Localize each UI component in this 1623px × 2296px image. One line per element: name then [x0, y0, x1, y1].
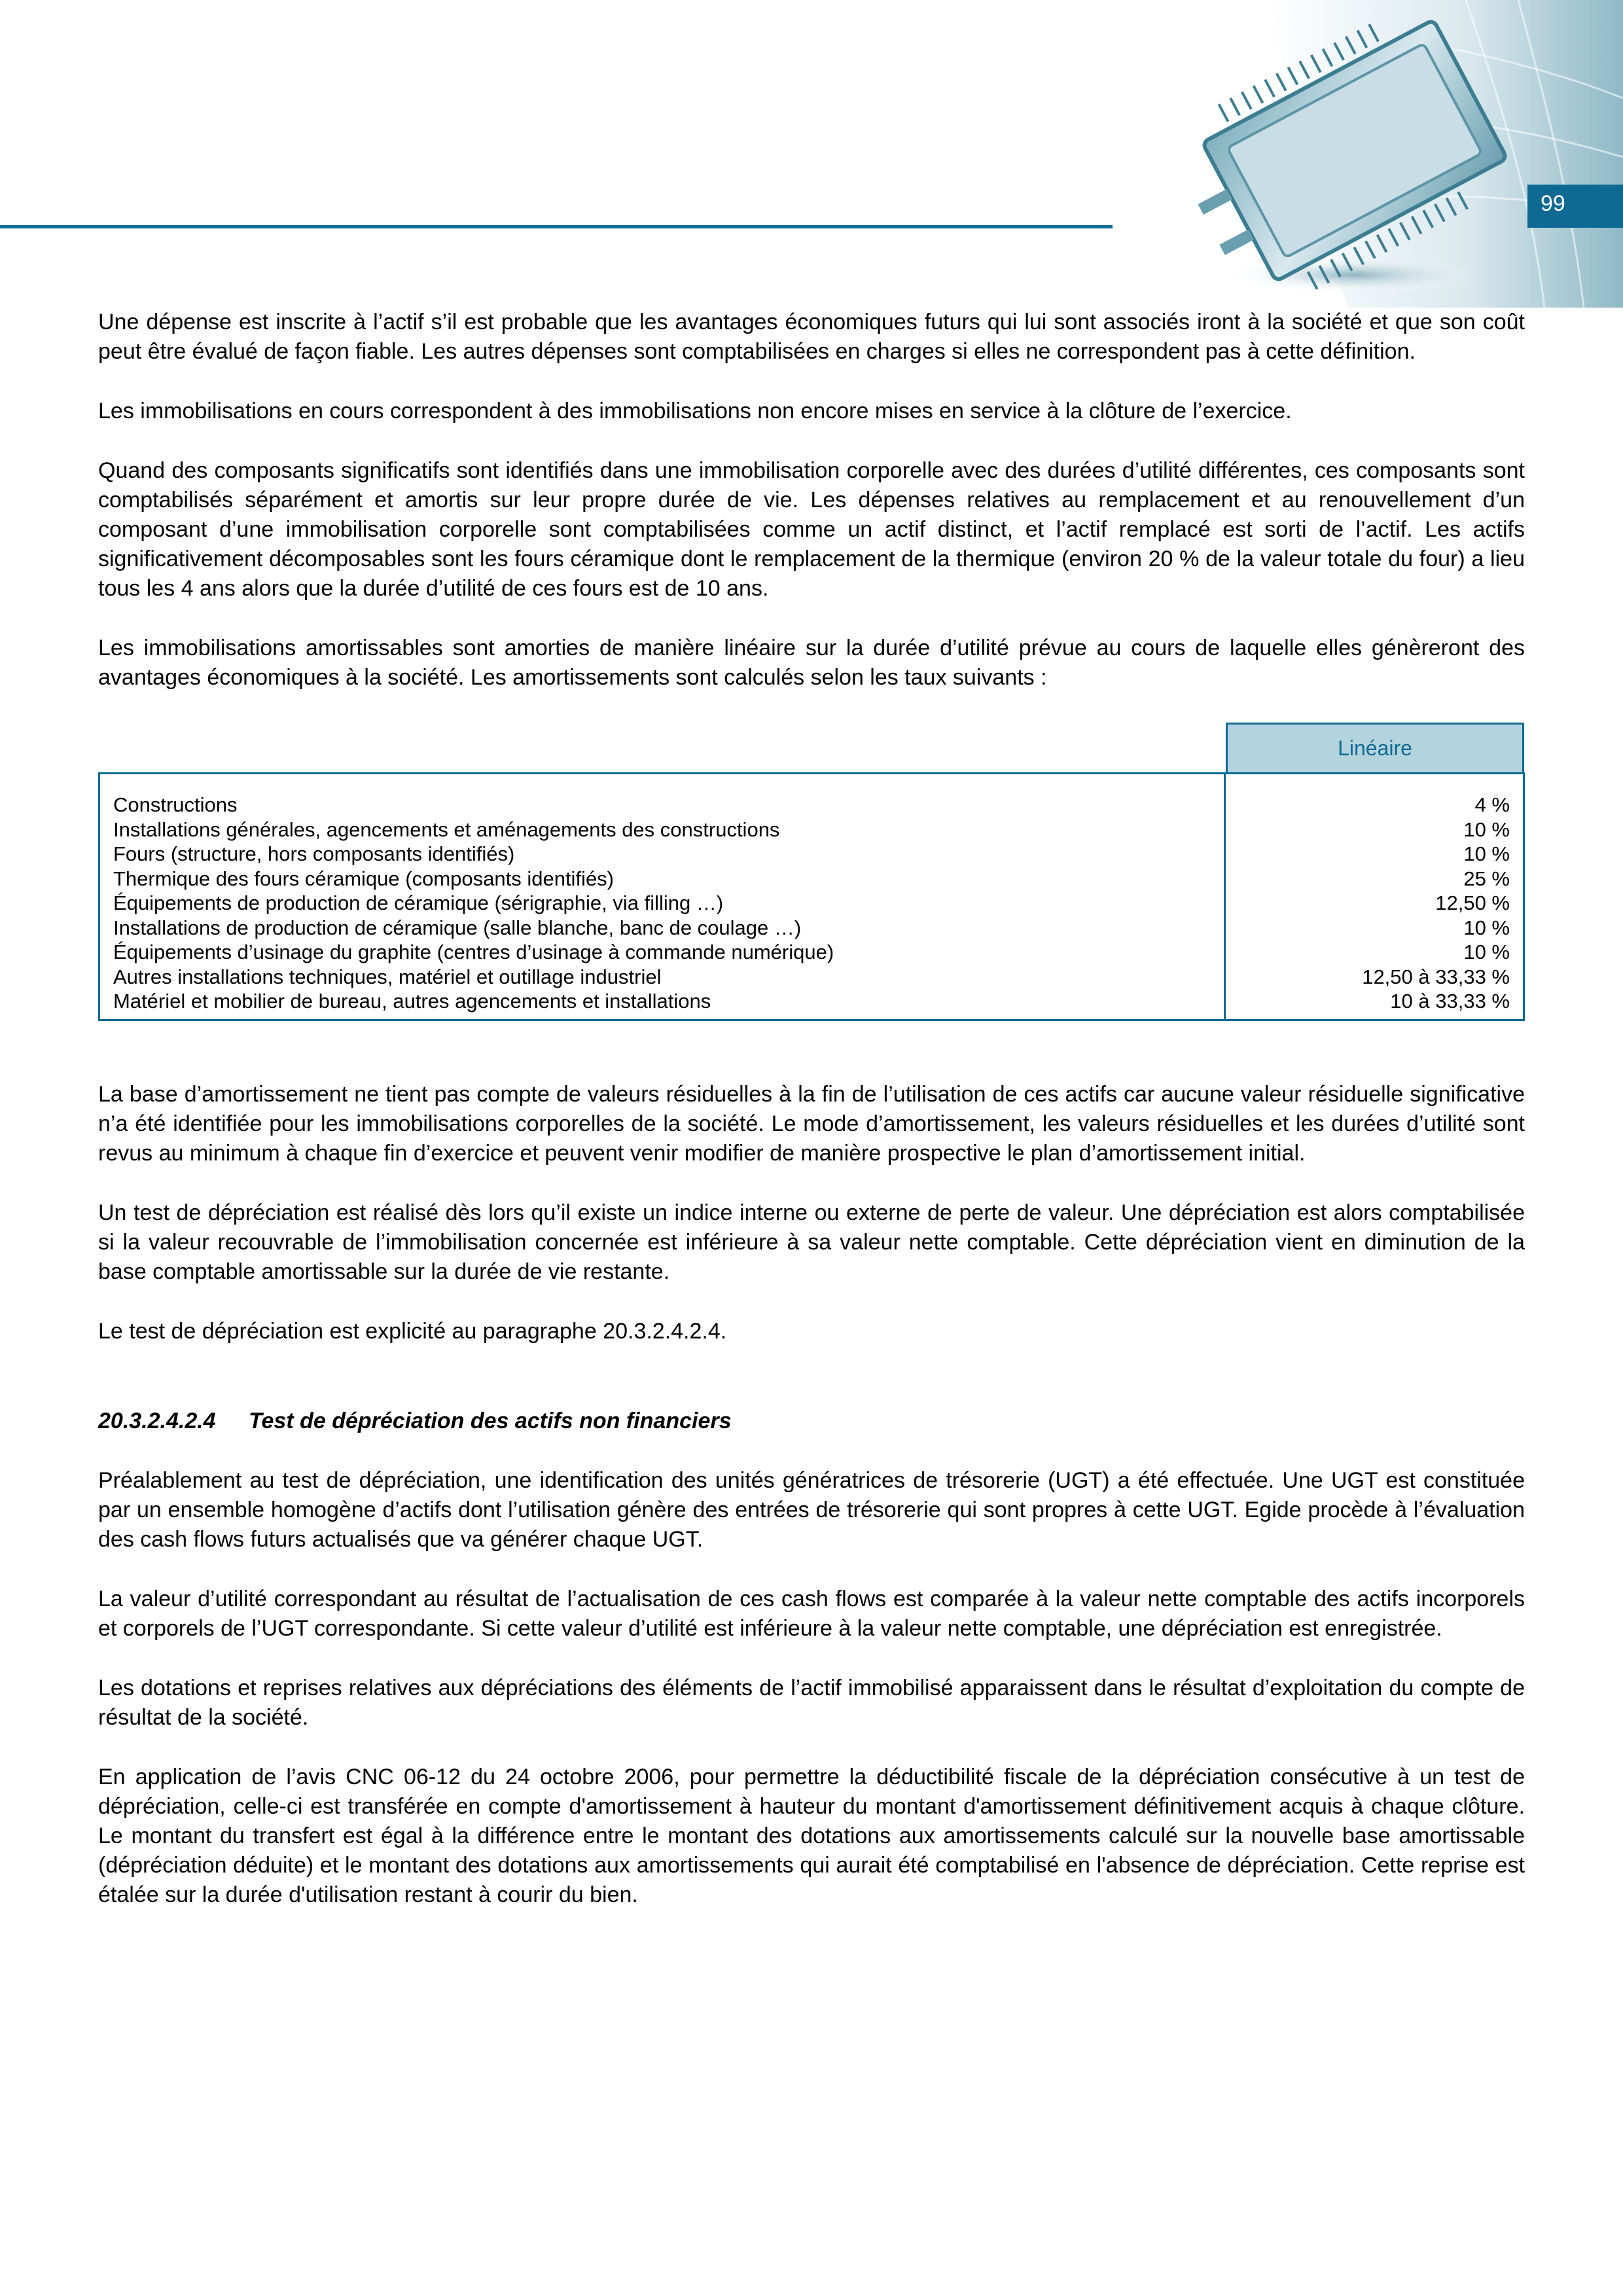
paragraph: Un test de dépréciation est réalisé dès lors qu’il existe un indice interne ou externe de perte de valeur. Une dépréciation est alors comptabilisée si la valeur recouvrable de l’immobilisation concernée est inférieure à sa valeur nette comptable. Cette dépréciation vient en diminution de la base comptable amortissable sur la durée de vie restante.: [98, 1200, 1525, 1284]
depreciation-rate-table: [98, 723, 1525, 1021]
paragraph: Une dépense est inscrite à l’actif s’il est probable que les avantages économiques futurs qui lui sont associés iront à la société et que son coût peut être évalué de façon fiable. Les autres dépenses sont comptabilisées en charges si elles ne correspondent pas à cette définition.: [98, 310, 1525, 364]
table-row-rate: 12,50 à 33,33 %: [1362, 965, 1510, 988]
table-row-label: Installations générales, agencements et aménagements des constructions: [113, 817, 780, 841]
section-number: 20.3.2.4.2.4: [98, 1408, 216, 1433]
table-row-rate: 12,50 %: [1435, 891, 1510, 914]
table-row-label: Constructions: [113, 793, 238, 816]
table-row-rate: 4 %: [1474, 793, 1510, 816]
paragraph: La valeur d’utilité correspondant au résultat de l’actualisation de ces cash flows est comparée à la valeur nette comptable des actifs incorporels et corporels de l’UGT correspondante. Si cette valeur d’utilité est inférieure à la valeur nette comptable, une dépréciation est enregistrée.: [98, 1587, 1525, 1641]
table-row-rate: 10 %: [1463, 941, 1510, 963]
section-title: Test de dépréciation des actifs non financiers: [249, 1408, 732, 1433]
table-row-rate: 10 à 33,33 %: [1390, 990, 1510, 1013]
table-row-rate: 10 %: [1463, 817, 1510, 841]
page-number: 99: [1541, 191, 1565, 216]
paragraph: Préalablement au test de dépréciation, une identification des unités génératrices de trésorerie (UGT) a été effectuée. Une UGT est constituée par un ensemble homogène d’actifs dont l’utilisation génère des entrées de trésorerie qui sont propres à cette UGT. Egide procède à l’évaluation des cash flows futurs actualisés que va générer chaque UGT.: [98, 1468, 1525, 1552]
table-body: [98, 772, 1525, 1021]
paragraph: Les immobilisations en cours correspondent à des immobilisations non encore mises en service à la clôture de l’exercice.: [98, 399, 1292, 423]
paragraph: La base d’amortissement ne tient pas compte de valeurs résiduelles à la fin de l’utilisation de ces actifs car aucune valeur résiduelle significative n’a été identifiée pour les immobilisations corporelles de la société. Le mode d’amortissement, les valeurs résiduelles et les durées d’utilité sont revus au minimum à chaque fin d’exercice et peuvent venir modifier de manière prospective le plan d’amortissement initial.: [98, 1082, 1525, 1166]
table-row-label: Matériel et mobilier de bureau, autres agencements et installations: [113, 990, 711, 1013]
table-row-label: Fours (structure, hors composants identifiés): [113, 842, 515, 865]
header-illustration: [1073, 0, 1623, 308]
table-row-rate: 25 %: [1463, 867, 1510, 890]
document-body: [98, 308, 1525, 1910]
table-row-label: Équipements d’usinage du graphite (centres d’usinage à commande numérique): [113, 941, 834, 963]
table-row-label: Installations de production de céramique (salle blanche, banc de coulage …): [113, 916, 802, 939]
header-rule: [0, 225, 1113, 228]
table-row-rate: 10 %: [1463, 842, 1510, 865]
section-heading: [98, 1407, 1525, 1436]
table-header-lineaire: Linéaire: [1226, 723, 1524, 772]
asset-category-column: [100, 774, 1226, 1019]
table-row-label: Autres installations techniques, matériel et outillage industriel: [113, 965, 662, 988]
table-row-label: Équipements de production de céramique (sérigraphie, via filling …): [113, 891, 724, 914]
paragraph: Les immobilisations amortissables sont amorties de manière linéaire sur la durée d’utilité prévue au cours de laquelle elles génèreront des avantages économiques à la société. Les amortissements sont calculés selon les taux suivants :: [98, 636, 1525, 690]
paragraph: Le test de dépréciation est explicité au paragraphe 20.3.2.4.2.4.: [98, 1319, 727, 1344]
table-row-rate: 10 %: [1463, 916, 1510, 939]
paragraph: Les dotations et reprises relatives aux dépréciations des éléments de l’actif immobilisé apparaissent dans le résultat d’exploitation du compte de résultat de la société.: [98, 1676, 1525, 1730]
page-number-tab: [1527, 185, 1623, 228]
ceramic-package-icon: [1073, 0, 1623, 308]
paragraph: En application de l’avis CNC 06-12 du 24 octobre 2006, pour permettre la déductibilité fiscale de la dépréciation consécutive à un test de dépréciation, celle-ci est transférée en compte d'amortissement à hauteur du montant d'amortissement définitivement acquis à chaque clôture. Le montant du transfert est égal à la différence entre le montant des dotations aux amortissements calculé sur la nouvelle base amortissable (dépréciation déduite) et le montant des dotations aux amortissements qui aurait été comptabilisé en l'absence de dépréciation. Cette reprise est étalée sur la durée d'utilisation restant à courir du bien.: [98, 1765, 1525, 1907]
table-row-label: Thermique des fours céramique (composants identifiés): [113, 867, 615, 890]
paragraph: Quand des composants significatifs sont identifiés dans une immobilisation corporelle avec des durées d’utilité différentes, ces composants sont comptabilisés séparément et amortis sur leur propre durée de vie. Les dépenses relatives au remplacement et au renouvellement d’un composant d’une immobilisation corporelle sont comptabilisées comme un actif distinct, et l’actif remplacé est sorti de l’actif. Les actifs significativement décomposables sont les fours céramique dont le remplacement de la thermique (environ 20 % de la valeur totale du four) a lieu tous les 4 ans alors que la durée d’utilité de ces fours est de 10 ans.: [98, 458, 1525, 601]
rate-column: [1226, 774, 1523, 1019]
